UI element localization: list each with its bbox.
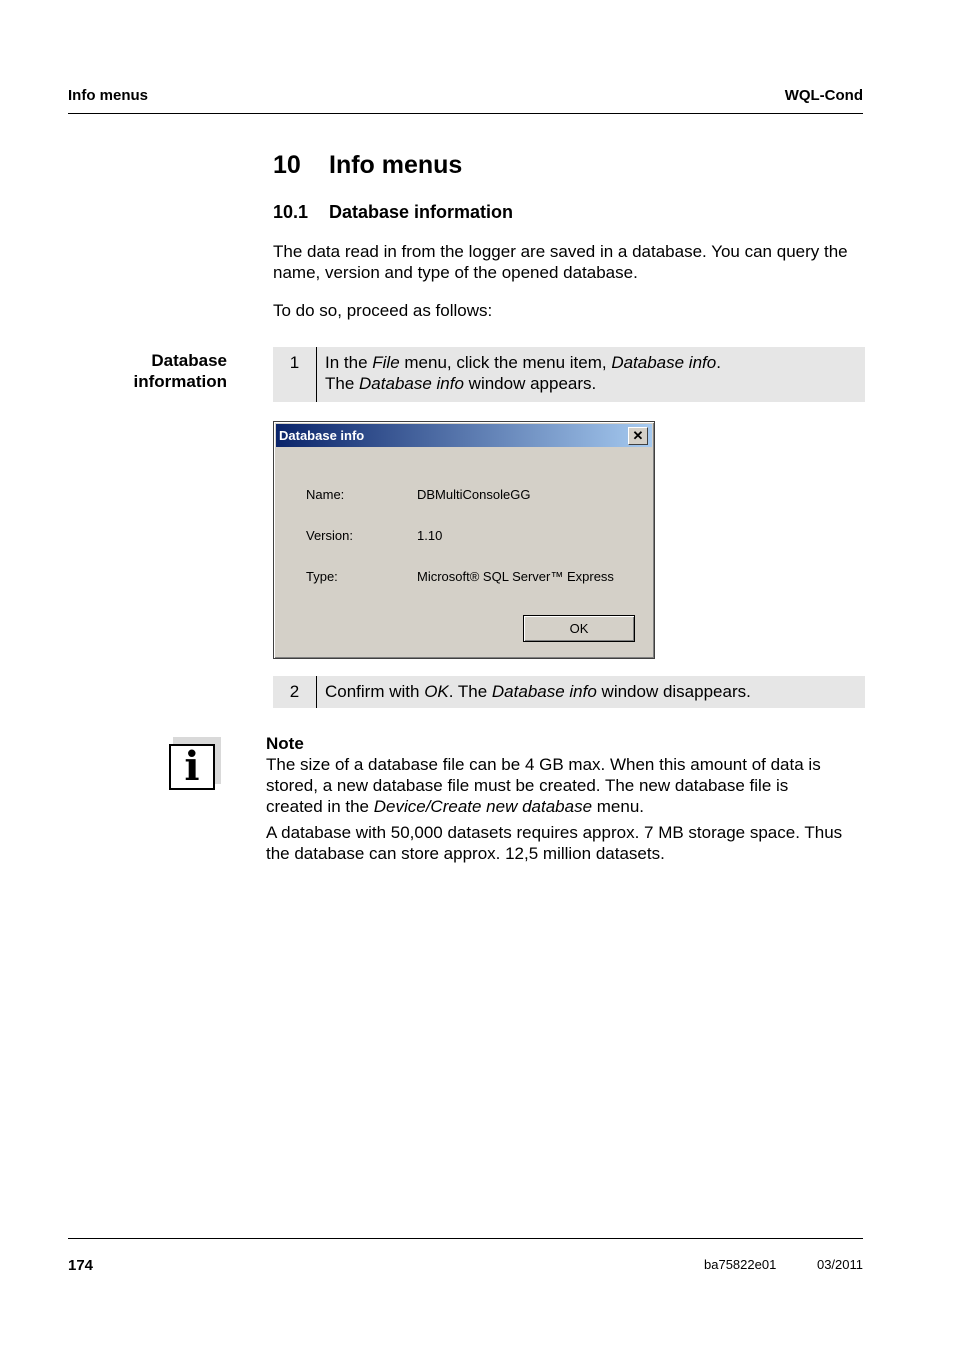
step-1 bbox=[273, 347, 865, 402]
note-block: Note The size of a database file can be 4 GB max. When this amount of data is stored, a new database file must be created. The new database file is created in the Device/Create new database menu. A database with 50,000 datasets requires approx. 7 MB storage space. Thus the database can store approx. 12,5 million datasets. bbox=[266, 733, 866, 864]
dialog-title-bar bbox=[276, 424, 652, 447]
header-rule bbox=[68, 113, 863, 114]
name-value: DBMultiConsoleGG bbox=[417, 487, 531, 502]
chapter-number: 10 bbox=[273, 151, 301, 179]
type-value: Microsoft® SQL Server™ Express bbox=[417, 569, 614, 584]
section-title: Database information bbox=[329, 202, 514, 222]
chapter-title: Info menus bbox=[329, 151, 463, 179]
page-number: 174 bbox=[68, 1257, 94, 1274]
footer-rule bbox=[68, 1238, 863, 1239]
running-header-left: Info menus bbox=[68, 87, 149, 104]
step-text: In the File menu, click the menu item, Database info. The Database info window appears. bbox=[325, 353, 721, 393]
chapter-heading bbox=[273, 151, 462, 180]
section-heading bbox=[273, 202, 513, 223]
side-label: Database information bbox=[133, 351, 227, 391]
version-label: Version: bbox=[306, 528, 353, 543]
intro-paragraph: The data read in from the logger are saved in a database. You can query the name, version and type of the opened database. bbox=[273, 242, 848, 282]
step-number: 1 bbox=[273, 347, 317, 402]
version-value: 1.10 bbox=[417, 528, 443, 543]
close-icon[interactable]: ✕ bbox=[628, 427, 648, 445]
intro-instruction: To do so, proceed as follows: bbox=[273, 301, 493, 320]
step-text: Confirm with OK. The Database info window disappears. bbox=[325, 682, 751, 701]
doc-date: 03/2011 bbox=[816, 1257, 863, 1272]
note-heading: Note bbox=[266, 734, 304, 753]
type-label: Type: bbox=[306, 569, 338, 584]
step-number: 2 bbox=[273, 676, 317, 708]
name-label: Name: bbox=[306, 487, 345, 502]
ok-button[interactable]: OK bbox=[523, 615, 635, 642]
step-2 bbox=[273, 676, 865, 708]
dialog-title: Database info bbox=[279, 428, 365, 443]
section-number: 10.1 bbox=[273, 202, 309, 222]
running-header-right: WQL-Cond bbox=[784, 87, 863, 104]
doc-id: ba75822e01 bbox=[704, 1257, 777, 1272]
info-icon: i bbox=[169, 744, 215, 790]
database-info-dialog bbox=[273, 421, 655, 659]
